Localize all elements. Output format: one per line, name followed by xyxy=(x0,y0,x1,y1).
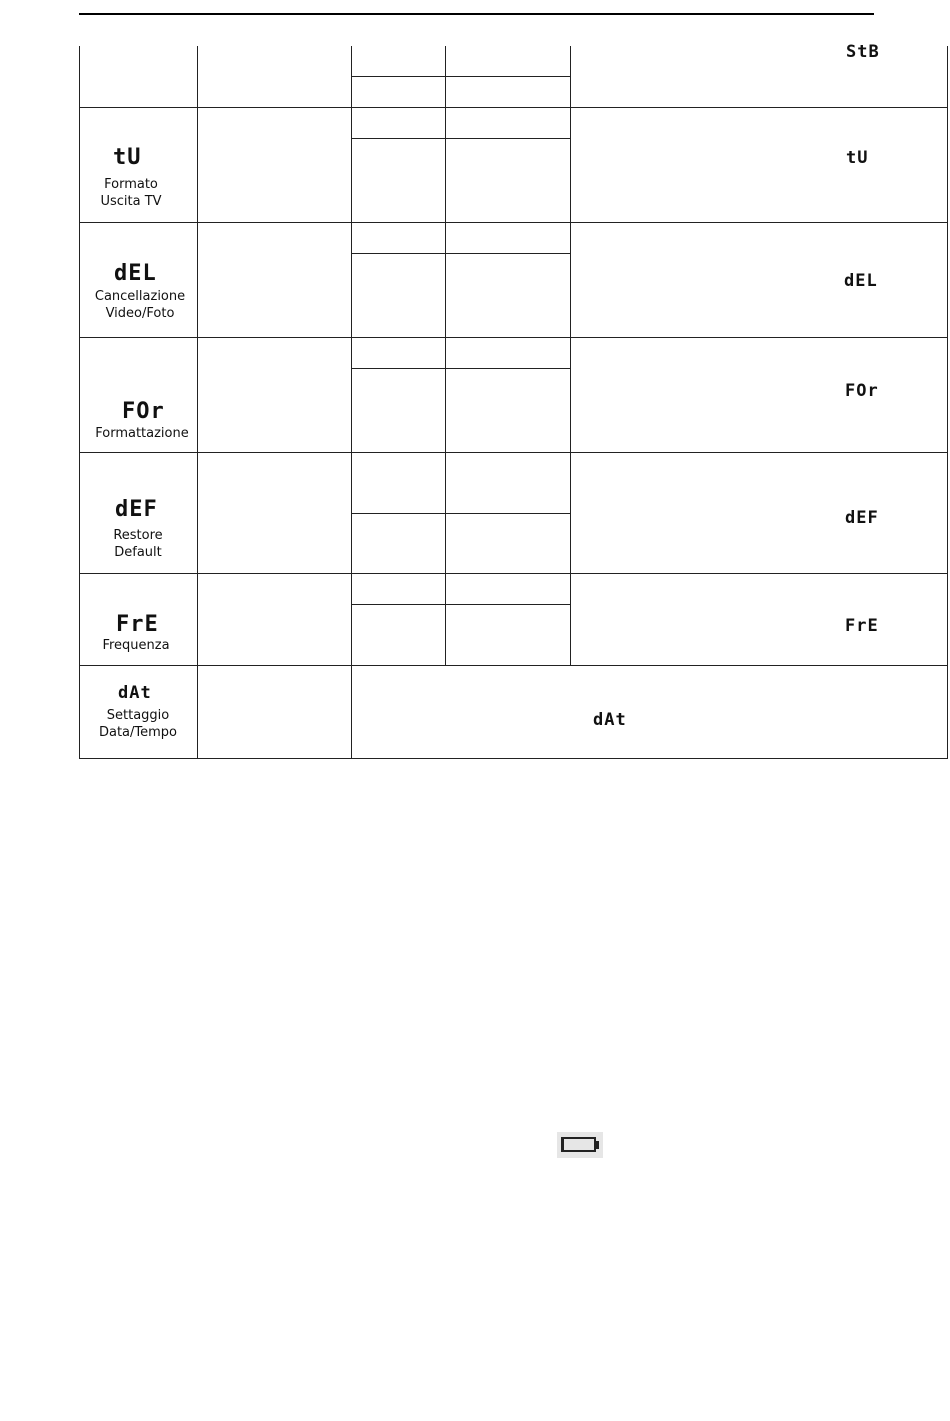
battery-body xyxy=(561,1137,596,1152)
column-divider xyxy=(351,46,352,759)
symbol-tv: tU xyxy=(113,145,142,170)
table-border-right xyxy=(947,46,948,759)
row-divider xyxy=(79,452,948,453)
symbol-def: dEF xyxy=(115,497,158,522)
battery-tip xyxy=(595,1141,599,1149)
row-divider xyxy=(79,665,948,666)
caption-line: Cancellazione xyxy=(94,289,186,304)
sub-row-divider xyxy=(351,253,571,254)
sub-row-divider xyxy=(351,513,571,514)
row-divider xyxy=(79,573,948,574)
caption-del xyxy=(81,288,199,322)
caption-line: Restore xyxy=(113,528,163,543)
right-symbol-dat: dAt xyxy=(593,710,627,730)
caption-line: Settaggio xyxy=(106,708,170,723)
caption-line: Uscita TV xyxy=(100,194,162,209)
caption-dat xyxy=(79,707,197,741)
right-symbol-fre: FrE xyxy=(845,616,879,636)
symbol-dat: dAt xyxy=(118,683,152,703)
battery-empty-icon xyxy=(557,1132,603,1158)
caption-line: Frequenza xyxy=(102,638,170,653)
right-symbol-tv: tU xyxy=(846,148,869,168)
sub-row-divider xyxy=(351,138,571,139)
caption-def xyxy=(79,527,197,561)
caption-line: Video/Foto xyxy=(105,306,175,321)
right-symbol-stb: StB xyxy=(846,42,880,62)
row-divider xyxy=(79,337,948,338)
top-rule xyxy=(79,13,874,15)
right-symbol-del: dEL xyxy=(844,271,878,291)
caption-tv xyxy=(72,176,190,210)
row-divider xyxy=(79,222,948,223)
sub-row-divider xyxy=(351,76,571,77)
right-symbol-def: dEF xyxy=(845,508,879,528)
symbol-for: FOr xyxy=(122,399,165,424)
caption-line: Formattazione xyxy=(95,426,189,441)
caption-line: Default xyxy=(114,545,162,560)
caption-line: Formato xyxy=(104,177,158,192)
sub-row-divider xyxy=(351,368,571,369)
caption-for xyxy=(83,425,201,442)
row-divider xyxy=(79,107,948,108)
caption-fre xyxy=(77,637,195,654)
caption-line: Data/Tempo xyxy=(98,725,178,740)
symbol-del: dEL xyxy=(114,261,157,286)
symbol-fre: FrE xyxy=(116,612,159,637)
sub-row-divider xyxy=(351,604,571,605)
table-border-bottom xyxy=(79,758,948,759)
column-divider xyxy=(197,46,198,759)
right-symbol-for: FOr xyxy=(845,381,879,401)
